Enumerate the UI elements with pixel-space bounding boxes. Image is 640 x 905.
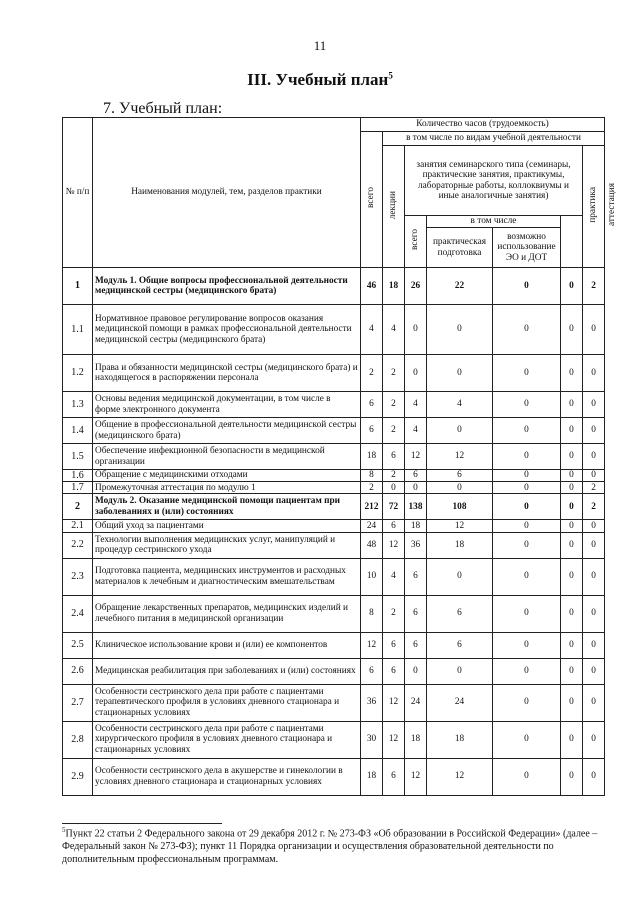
table-row	[63, 684, 605, 721]
row-lectures: 4	[383, 558, 405, 595]
row-eo-dot: 0	[493, 758, 561, 795]
row-seminar-total: 4	[405, 392, 427, 418]
row-eo-dot: 0	[493, 268, 561, 305]
row-total: 8	[361, 470, 383, 482]
row-practical-training: 0	[427, 558, 493, 595]
row-practice: 0	[561, 305, 583, 355]
row-seminar-total: 6	[405, 595, 427, 632]
row-lectures: 6	[383, 444, 405, 470]
row-seminar-total: 36	[405, 532, 427, 558]
row-total: 8	[361, 595, 383, 632]
row-number: 1.5	[63, 444, 93, 470]
row-eo-dot: 0	[493, 482, 561, 494]
row-practical-training: 0	[427, 305, 493, 355]
row-lectures: 0	[383, 482, 405, 494]
row-eo-dot: 0	[493, 444, 561, 470]
row-number: 2.4	[63, 595, 93, 632]
footnote-mark: 5	[62, 826, 66, 834]
row-name: Общение в профессиональной деятельности медицинской сестры (медицинского брата)	[93, 418, 361, 444]
row-eo-dot: 0	[493, 532, 561, 558]
curriculum-table	[62, 117, 618, 796]
row-name: Нормативное правовое регулирование вопросов оказания медицинской помощи в рамках профессиональной деятельности медицинской сестры (медицинского брата)	[93, 305, 361, 355]
row-practical-training: 0	[427, 658, 493, 684]
row-attestation: 0	[583, 684, 605, 721]
footnote-text: Пункт 22 статьи 2 Федерального закона от 29 декабря 2012 г. № 273-ФЗ «Об образовании в Российской Федерации» (далее – Федеральный закон № 273-ФЗ); пункт 11 Порядка организации и осуществления образовательной деятельности по дополнительным профессиональным программам.	[62, 828, 598, 866]
row-name: Особенности сестринского дела в акушерстве и гинекологии в условиях дневного стационара и стационарных условиях	[93, 758, 361, 795]
row-practical-training: 12	[427, 444, 493, 470]
row-number: 2.6	[63, 658, 93, 684]
header-seminar-total-text: всего	[410, 229, 421, 251]
row-seminar-total: 6	[405, 558, 427, 595]
row-practice: 0	[561, 632, 583, 658]
row-seminar-total: 12	[405, 444, 427, 470]
row-practice: 0	[561, 494, 583, 520]
row-total: 46	[361, 268, 383, 305]
page-number: 11	[313, 38, 327, 53]
row-attestation: 0	[583, 392, 605, 418]
row-lectures: 6	[383, 520, 405, 532]
row-practical-training: 6	[427, 470, 493, 482]
row-name: Технологии выполнения медицинских услуг, манипуляций и процедур сестринского ухода	[93, 532, 361, 558]
row-lectures: 2	[383, 418, 405, 444]
row-name: Промежуточная аттестация по модулю 1	[93, 482, 361, 494]
row-total: 24	[361, 520, 383, 532]
row-attestation: 0	[583, 721, 605, 758]
row-practice: 0	[561, 684, 583, 721]
row-name: Клиническое использование крови и (или) ее компонентов	[93, 632, 361, 658]
row-total: 18	[361, 444, 383, 470]
row-number: 1.3	[63, 392, 93, 418]
row-lectures: 6	[383, 632, 405, 658]
row-eo-dot: 0	[493, 494, 561, 520]
row-number: 2.9	[63, 758, 93, 795]
row-seminar-total: 0	[405, 355, 427, 392]
row-number: 1.2	[63, 355, 93, 392]
row-eo-dot: 0	[493, 632, 561, 658]
row-name: Общий уход за пациентами	[93, 520, 361, 532]
row-eo-dot: 0	[493, 721, 561, 758]
row-practical-training: 4	[427, 392, 493, 418]
row-eo-dot: 0	[493, 392, 561, 418]
row-attestation: 0	[583, 595, 605, 632]
row-practice: 0	[561, 355, 583, 392]
row-seminar-total: 6	[405, 632, 427, 658]
table-row	[63, 721, 605, 758]
footnote-divider	[62, 823, 222, 824]
table-body	[63, 268, 605, 796]
row-seminar-total: 18	[405, 721, 427, 758]
row-seminar-total: 0	[405, 482, 427, 494]
table-row	[63, 658, 605, 684]
row-number: 1.1	[63, 305, 93, 355]
row-lectures: 2	[383, 595, 405, 632]
row-practical-training: 108	[427, 494, 493, 520]
row-eo-dot: 0	[493, 684, 561, 721]
table-row	[63, 392, 605, 418]
row-attestation: 0	[583, 520, 605, 532]
row-total: 30	[361, 721, 383, 758]
row-practical-training: 0	[427, 482, 493, 494]
header-seminar-total	[405, 216, 427, 268]
row-practice: 0	[561, 482, 583, 494]
row-name: Особенности сестринского дела при работе с пациентами хирургического профиля в условиях дневного стационара и стационарных условиях	[93, 721, 361, 758]
row-seminar-total: 4	[405, 418, 427, 444]
header-by-type: в том числе по видам учебной деятельности	[383, 132, 605, 146]
header-lectures-text: лекции	[388, 190, 399, 219]
row-lectures: 12	[383, 721, 405, 758]
row-seminar-total: 0	[405, 305, 427, 355]
row-eo-dot: 0	[493, 470, 561, 482]
row-total: 6	[361, 658, 383, 684]
table-row	[63, 418, 605, 444]
table-row	[63, 558, 605, 595]
row-attestation: 0	[583, 658, 605, 684]
row-attestation: 2	[583, 494, 605, 520]
table-row	[63, 482, 605, 494]
header-practical-training: практическая подготовка	[427, 228, 493, 268]
table-row	[63, 470, 605, 482]
row-practice: 0	[561, 444, 583, 470]
table-row	[63, 355, 605, 392]
row-number: 2.7	[63, 684, 93, 721]
row-practice: 0	[561, 721, 583, 758]
row-lectures: 6	[383, 658, 405, 684]
row-practice: 0	[561, 758, 583, 795]
row-practical-training: 18	[427, 721, 493, 758]
row-name: Основы ведения медицинской документации, в том числе в форме электронного документа	[93, 392, 361, 418]
row-lectures: 12	[383, 684, 405, 721]
row-number: 2.1	[63, 520, 93, 532]
row-seminar-total: 0	[405, 658, 427, 684]
row-practice: 0	[561, 558, 583, 595]
row-seminar-total: 24	[405, 684, 427, 721]
row-attestation: 0	[583, 758, 605, 795]
row-seminar-total: 18	[405, 520, 427, 532]
table-row	[63, 268, 605, 305]
row-eo-dot: 0	[493, 520, 561, 532]
row-total: 48	[361, 532, 383, 558]
row-practical-training: 18	[427, 532, 493, 558]
row-lectures: 2	[383, 392, 405, 418]
row-practical-training: 12	[427, 520, 493, 532]
section-title-text: III. Учебный план	[247, 70, 389, 89]
header-total	[361, 132, 383, 268]
row-seminar-total: 26	[405, 268, 427, 305]
footnote	[62, 826, 607, 866]
row-practice: 0	[561, 470, 583, 482]
row-seminar-total: 6	[405, 470, 427, 482]
header-eo-dot: возможно использование ЭО и ДОТ	[493, 228, 561, 268]
row-attestation: 0	[583, 305, 605, 355]
row-practice: 0	[561, 532, 583, 558]
row-practical-training: 6	[427, 632, 493, 658]
row-total: 212	[361, 494, 383, 520]
row-number: 2.5	[63, 632, 93, 658]
header-attestation-text: аттестация	[607, 183, 618, 227]
row-lectures: 2	[383, 355, 405, 392]
row-total: 6	[361, 392, 383, 418]
row-attestation: 0	[583, 632, 605, 658]
row-total: 4	[361, 305, 383, 355]
section-title	[0, 70, 640, 90]
section-footnote-ref: 5	[388, 70, 393, 81]
table-row	[63, 532, 605, 558]
header-total-text: всего	[366, 187, 377, 209]
header-num: № п/п	[63, 118, 93, 268]
row-total: 36	[361, 684, 383, 721]
row-name: Особенности сестринского дела при работе с пациентами терапевтического профиля в условиях дневного стационара и стационарных условиях	[93, 684, 361, 721]
row-practice: 0	[561, 658, 583, 684]
row-seminar-total: 12	[405, 758, 427, 795]
table-row	[63, 595, 605, 632]
row-attestation: 2	[583, 268, 605, 305]
row-practical-training: 22	[427, 268, 493, 305]
row-practice: 0	[561, 392, 583, 418]
row-lectures: 72	[383, 494, 405, 520]
row-name: Медицинская реабилитация при заболеваниях и (или) состояниях	[93, 658, 361, 684]
row-name: Модуль 2. Оказание медицинской помощи пациентам при заболеваниях и (или) состояниях	[93, 494, 361, 520]
header-name: Наименования модулей, тем, разделов практики	[93, 118, 361, 268]
row-attestation: 0	[583, 558, 605, 595]
row-attestation: 0	[583, 444, 605, 470]
header-including: в том числе	[427, 216, 561, 228]
table-row	[63, 305, 605, 355]
row-eo-dot: 0	[493, 418, 561, 444]
row-practice: 0	[561, 418, 583, 444]
row-number: 2	[63, 494, 93, 520]
row-number: 2.8	[63, 721, 93, 758]
row-eo-dot: 0	[493, 595, 561, 632]
row-eo-dot: 0	[493, 658, 561, 684]
row-number: 1.4	[63, 418, 93, 444]
row-lectures: 12	[383, 532, 405, 558]
row-seminar-total: 138	[405, 494, 427, 520]
row-number: 2.3	[63, 558, 93, 595]
row-name: Обеспечение инфекционной безопасности в медицинской организации	[93, 444, 361, 470]
row-practical-training: 12	[427, 758, 493, 795]
row-practice: 0	[561, 520, 583, 532]
subtitle: 7. Учебный план:	[103, 100, 223, 117]
header-seminar: занятия семинарского типа (семинары, практические занятия, практикумы, лабораторные работы, коллоквиумы и иные аналогичные занятия)	[405, 146, 583, 216]
row-attestation: 0	[583, 418, 605, 444]
row-total: 10	[361, 558, 383, 595]
header-lectures	[383, 146, 405, 268]
row-eo-dot: 0	[493, 305, 561, 355]
row-number: 1.7	[63, 482, 93, 494]
table-row	[63, 632, 605, 658]
row-total: 12	[361, 632, 383, 658]
row-lectures: 6	[383, 758, 405, 795]
row-name: Модуль 1. Общие вопросы профессиональной деятельности медицинской сестры (медицинского брата)	[93, 268, 361, 305]
row-lectures: 4	[383, 305, 405, 355]
table-row	[63, 444, 605, 470]
row-number: 2.2	[63, 532, 93, 558]
row-practical-training: 24	[427, 684, 493, 721]
row-attestation: 0	[583, 532, 605, 558]
row-number: 1.6	[63, 470, 93, 482]
row-lectures: 2	[383, 470, 405, 482]
row-practice: 0	[561, 268, 583, 305]
row-total: 2	[361, 355, 383, 392]
row-attestation: 2	[583, 482, 605, 494]
row-total: 18	[361, 758, 383, 795]
row-name: Подготовка пациента, медицинских инструментов и расходных материалов к лечебным и диагностическим вмешательствам	[93, 558, 361, 595]
row-practical-training: 6	[427, 595, 493, 632]
row-practice: 0	[561, 595, 583, 632]
row-practical-training: 0	[427, 355, 493, 392]
row-name: Обращение лекарственных препаратов, медицинских изделий и лечебного питания в медицинской организации	[93, 595, 361, 632]
table-row	[63, 758, 605, 795]
row-name: Права и обязанности медицинской сестры (медицинского брата) и находящегося в распоряжении персонала	[93, 355, 361, 392]
row-eo-dot: 0	[493, 355, 561, 392]
header-practice-text: практика	[588, 186, 599, 223]
row-total: 2	[361, 482, 383, 494]
row-name: Обращение с медицинскими отходами	[93, 470, 361, 482]
table-row	[63, 520, 605, 532]
row-lectures: 18	[383, 268, 405, 305]
row-total: 6	[361, 418, 383, 444]
header-hours-total: Количество часов (трудоемкость)	[361, 118, 605, 132]
row-attestation: 0	[583, 355, 605, 392]
header-practice	[583, 146, 605, 268]
table-header	[63, 118, 618, 268]
row-number: 1	[63, 268, 93, 305]
table-row	[63, 494, 605, 520]
row-eo-dot: 0	[493, 558, 561, 595]
row-practical-training: 0	[427, 418, 493, 444]
row-attestation: 0	[583, 470, 605, 482]
